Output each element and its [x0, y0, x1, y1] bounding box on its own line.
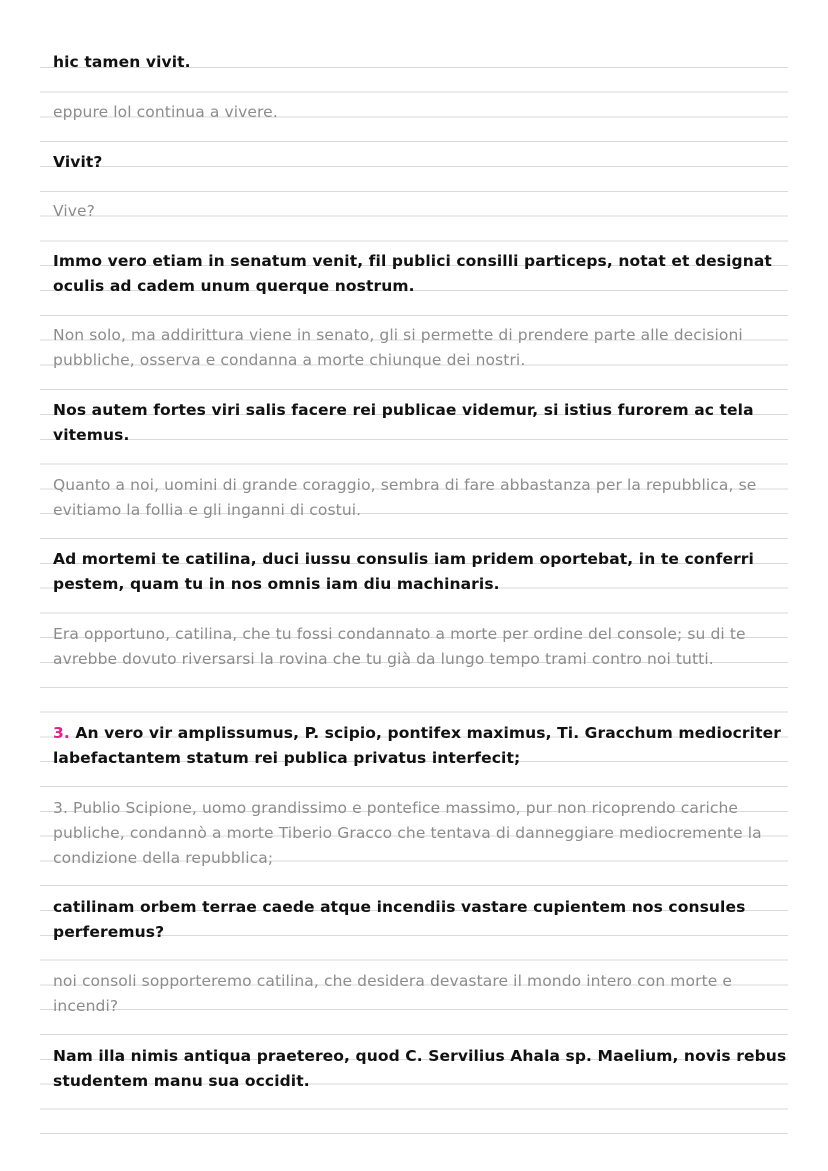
latin-sentence-5: Ad mortemi te catilina, duci iussu consulis iam pridem oportebat, in te conferri pestem, quam tu in nos omnis iam diu machinaris. — [53, 550, 754, 593]
latin-sentence-6 — [53, 721, 788, 771]
latin-sentence-8: Nam illa nimis antiqua praetereo, quod C. Servilius Ahala sp. Maelium, novis rebus studentem manu sua occidit. — [53, 1047, 787, 1090]
italian-translation-7: noi consoli sopporteremo catilina, che desidera devastare il mondo intero con morte e incendi? — [53, 972, 733, 1015]
latin-sentence-3: Immo vero etiam in senatum venit, fil publici consilli particeps, notat et designat oculis ad cadem unum querque nostrum. — [53, 252, 772, 295]
italian-translation-1: eppure lol continua a vivere. — [53, 103, 278, 121]
latin-sentence-2: Vivit? — [53, 153, 103, 171]
italian-translation-4: Quanto a noi, uomini di grande coraggio, sembra di fare abbastanza per la repubblica, se evitiamo la follia e gli inganni di costui. — [53, 476, 757, 519]
italian-translation-5: Era opportuno, catilina, che tu fossi condannato a morte per ordine del console; su di te avrebbe dovuto riversarsi la rovina che tu già da lungo tempo trami contro noi tutti. — [53, 625, 746, 668]
italian-translation-2: Vive? — [53, 202, 96, 220]
latin-sentence-1: hic tamen vivit. — [53, 53, 191, 71]
italian-translation-3: Non solo, ma addirittura viene in senato, gli si permette di prendere parte alle decisioni pubbliche, osserva e condanna a morte chiunque dei nostri. — [53, 326, 743, 369]
italian-translation-6: 3. Publio Scipione, uomo grandissimo e pontefice massimo, pur non ricoprendo cariche publiche, condannò a morte Tiberio Gracco che tentava di danneggiare mediocremente la condizione della repubblica; — [53, 799, 762, 867]
paragraph-number: 3. — [53, 724, 70, 742]
latin-sentence-4: Nos autem fortes viri salis facere rei publicae videmur, si istius furorem ac tela vitemus. — [53, 401, 754, 444]
latin-sentence-7: catilinam orbem terrae caede atque incendiis vastare cupientem nos consules perferemus? — [53, 898, 746, 941]
latin-sentence-6-text: An vero vir amplissumus, P. scipio, pontifex maximus, Ti. Gracchum mediocriter labefactantem statum rei publica privatus interfecit; — [53, 724, 781, 767]
